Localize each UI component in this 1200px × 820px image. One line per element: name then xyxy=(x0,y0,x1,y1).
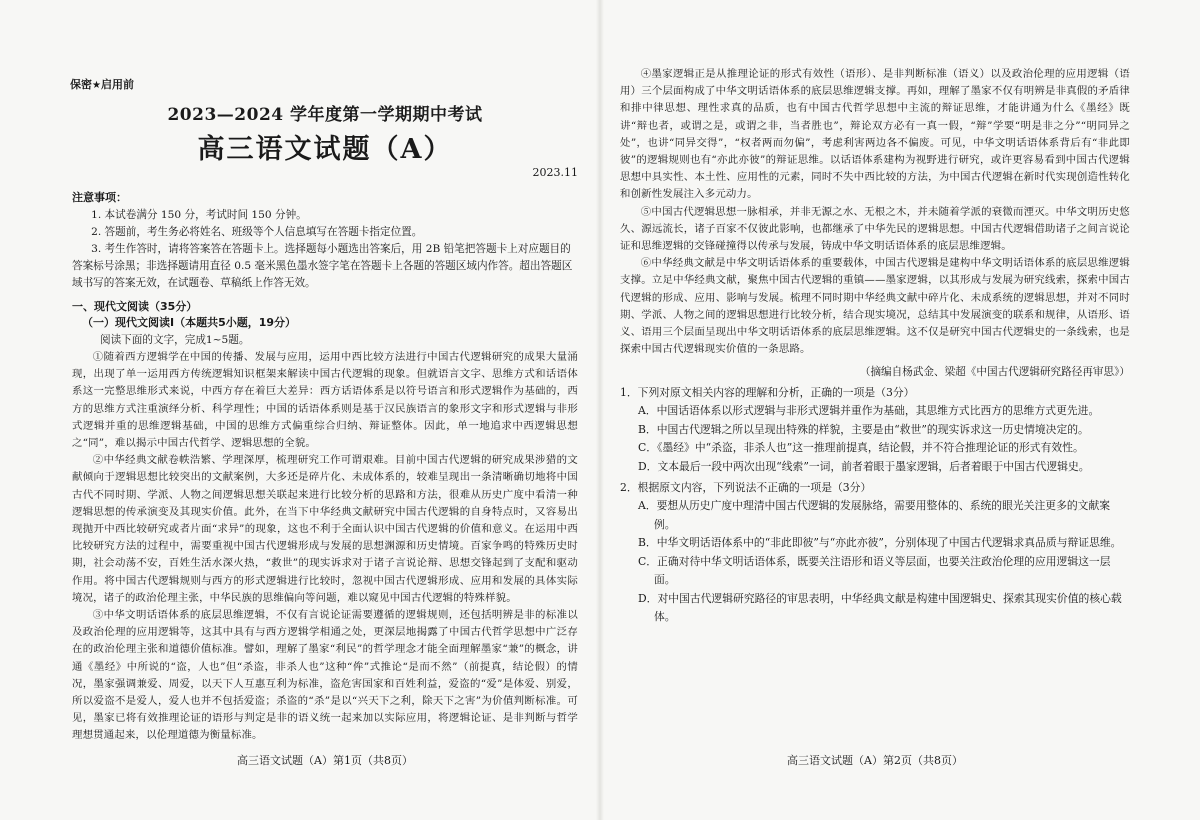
option-a: A．要想从历史广度中理清中国古代逻辑的发展脉络，需要用整体的、系统的眼光关注更多的文献案例。 xyxy=(638,499,1111,531)
passage-paragraph: ⑤中国古代逻辑思想一脉相承，并非无源之水、无根之木，并未随着学派的衰微而湮灭。中华文明历史悠久、源远流长，诸子百家不仅彼此影响，也都继承了中华先民的逻辑思想。中国古代逻辑借助诸子之间言说论证和思维逻辑的交锋碰撞得以传承与发展，铸成中华文明话语体系的底层思维逻辑。 xyxy=(620,205,1130,253)
section-heading: 一、现代文阅读（35分） xyxy=(72,300,198,313)
passage-paragraph: ②中华经典文献卷帙浩繁、学理深厚，梳理研究工作可谓艰难。目前中国古代逻辑的研究成果涉猎的文献倾向于逻辑思想比较突出的文献案例，大多还是碎片化、未成体系的，较难呈现出一条清晰确切地将中国古代不同时期、学派、人物之间逻辑思想关联起来进行比较分析的思路和方法，很难从历史广度中看清一种逻辑思想的传承演变及其现实价值。此外，在当下中华经典文献研究中国古代逻辑的自身特点时，又容易出现抛开中西比较研究或者片面“求异”的现象，这也不利于全面认识中国古代逻辑的价值和意义。在运用中西比较研究方法的过程中，需要重视中国古代逻辑形成与发展的思想渊源和历史情境。百家争鸣的特殊历史时期，社会动荡不安，百姓生活水深火热，“救世”的现实诉求对于诸子言说论辩、思想交锋起到了支配和驱动作用。将中国古代逻辑规则与西方的形式逻辑进行比较时，忽视中国古代逻辑形成、应用和发展的具体实际境况，诸子的政治伦理主张，中华民族的思维偏向等问题，难以窥见中国古代逻辑的特殊样貌。 xyxy=(72,454,578,604)
question-block xyxy=(620,478,1130,627)
passage-source: （摘编自杨武金、梁超《中国古代逻辑研究路径再审思》） xyxy=(859,366,1130,379)
secret-text: 保密 xyxy=(70,78,92,91)
passage-paragraph: ③中华文明话语体系的底层思维逻辑，不仅有言说论证需要遵循的逻辑规则，还包括明辨是非的标准以及政治伦理的应用逻辑等，这其中具有与西方逻辑学相通之处，更深层地揭露了中国古代哲学思想中广泛存在的政治伦理主张和道德价值标准。譬如，理解了墨家“利民”的哲学理念才能全面理解墨家“兼”的概念，讲通《墨经》中所说的“盗，人也”但“杀盗，非杀人也”这种“侔”式推论“是而不然”（前提真，结论假）的情况，墨家强调兼爱、周爱，以天下人互惠互利为标准，盗危害国家和百姓利益，爱盗的“爱”是体爱、别爱，所以爱盗不是爱人，爱人也并不包括爱盗；杀盗的“杀”是以“兴天下之利，除天下之害”为价值判断标准。可见，墨家已将有效推理论证的语形与判定是非的语义统一起来加以实际应用，将逻辑论证、是非判断与哲学理想贯通起来，以伦理道德为衡量标准。 xyxy=(72,609,578,742)
notice-item: 2. 答题前，考生务必将姓名、班级等个人信息填写在答题卡指定位置。 xyxy=(91,226,423,238)
notice-item: 1. 本试卷满分 150 分，考试时间 150 分钟。 xyxy=(91,209,307,221)
reading-instruction: 阅读下面的文字，完成1~5题。 xyxy=(100,334,250,346)
question-block xyxy=(620,383,1130,476)
question-stem: 2．根据原文内容，下列说法不正确的一项是（3分） xyxy=(620,481,872,495)
star-icon: ★ xyxy=(92,80,101,91)
option-b: B．中国古代逻辑之所以呈现出特殊的样貌，主要是由“救世”的现实诉求这一历史情境决定的。 xyxy=(638,422,1089,436)
exam-date: 2023.11 xyxy=(532,166,578,179)
option-a: A．中国话语体系以形式逻辑与非形式逻辑并重作为基础，其思维方式比西方的思维方式更先进。 xyxy=(638,404,1100,418)
subject-title: 高三语文试题（A） xyxy=(197,134,453,165)
exam-title: 2023—2024 学年度第一学期期中考试 xyxy=(167,105,483,125)
notice-item: 3. 考生作答时，请将答案答在答题卡上。选择题每小题选出答案后，用 2B 铅笔把答题卡上对应题目的答案标号涂黑；非选择题请用直径 0.5 毫米黑色墨水签字笔在答题卡上各题的答题区域内作答。超出答题区域书写的答案无效，在试题卷、草稿纸上作答无效。 xyxy=(72,243,573,289)
option-d: D．对中国古代逻辑研究路径的审思表明，中华经典文献是构建中国逻辑史、探索其现实价值的核心载体。 xyxy=(638,591,1122,624)
option-c: C．正确对待中华文明话语体系，既要关注语形和语义等层面，也要关注政治伦理的应用逻辑这一层面。 xyxy=(638,554,1111,587)
page-2 xyxy=(600,0,1200,820)
notice-heading: 注意事项： xyxy=(72,191,127,204)
confidential-label xyxy=(70,76,578,92)
question-stem: 1．下列对原文相关内容的理解和分析，正确的一项是（3分） xyxy=(620,386,915,400)
passage-paragraph: ④墨家逻辑正是从推理论证的形式有效性（语形）、是非判断标准（语义）以及政治伦理的应用逻辑（语用）三个层面构成了中华文明话语体系的底层思维逻辑支撑。再如，理解了墨家不仅有明辨是非真假的矛盾律和排中律思想、理性求真的品质，也有中国古代哲学思想中主流的辩证思维，才能讲通为什么《墨经》既讲“辩也者，或谓之是，或谓之非，当者胜也”，辩论双方必有一真一假，“辩”学要“明是非之分”“明同异之处”，也讲“同异交得”，“权者两而勿偏”，考虑利害两边各不偏废。可见，中华文明话语体系背后有“非此即彼”的逻辑规则也有“亦此亦彼”的辩证思维。以话语体系建构为视野进行研究，或许更容易看到中国古代逻辑思想中具实性、本土性、应用性的元素，同时不失中西比较的方法，为中国古代逻辑在新时代实现创造性转化和创新性发展注入多元动力。 xyxy=(620,68,1130,201)
subsection-heading: （一）现代文阅读Ⅰ（本题共5小题，19分） xyxy=(82,316,297,329)
option-c: C．《墨经》中“杀盗，非杀人也”这一推理前提真，结论假，并不符合推理论证的形式有效性。 xyxy=(638,441,1084,455)
passage-paragraph: ①随着西方逻辑学在中国的传播、发展与应用，运用中西比较方法进行中国古代逻辑研究的成果大量涌现，出现了单一运用西方传统逻辑知识框架来解读中国古代逻辑的现象。但就语言文字、思维方式和话语体系这一完整思维形式来说，中西方存在着巨大差异：西方话语体系是以符号语言和形式逻辑作为基础的，西方的思维方式注重演绎分析、科学理性；中国的话语体系则是基于汉民族语言的象形文字和形式逻辑与非形式逻辑并重的思维逻辑基础，中国的思维方式偏重综合归纳、辩证整体。因此，单一地追求中西逻辑思想之“同”，难以揭示中国古代哲学、逻辑思想的全貌。 xyxy=(72,351,578,450)
option-d: D．文本最后一段中两次出现“线索”一词，前者着眼于墨家逻辑，后者着眼于中国古代逻辑史。 xyxy=(638,459,1090,473)
option-b: B．中华文明话语体系中的“非此即彼”与“亦此亦彼”，分别体现了中国古代逻辑求真品质与辩证思维。 xyxy=(638,536,1122,550)
page-footer: 高三语文试题（A）第2页（共8页） xyxy=(787,754,963,767)
page-footer: 高三语文试题（A）第1页（共8页） xyxy=(237,754,413,767)
before-use-text: 启用前 xyxy=(100,78,134,91)
passage-paragraph: ⑥中华经典文献是中华文明话语体系的重要载体，中国古代逻辑是建构中华文明话语体系的底层思维逻辑支撑。立足中华经典文献，聚焦中国古代逻辑的重镇——墨家逻辑，以其形成与发展为研究线索，探索中国古代逻辑的形成、应用、影响与发展。梳理不同时期中华经典文献中碎片化、未成系统的逻辑思想，并对不同时期、学派、人物之间的逻辑思想进行比较分析，结合现实境况，总结其中发展演变的联系和规律，从语形、语义、语用三个层面呈现出中华文明话语体系的底层思维逻辑。这不仅是研究中国古代逻辑史的一条线索，也是探索中国古代逻辑现实价值的一条思路。 xyxy=(620,257,1130,356)
